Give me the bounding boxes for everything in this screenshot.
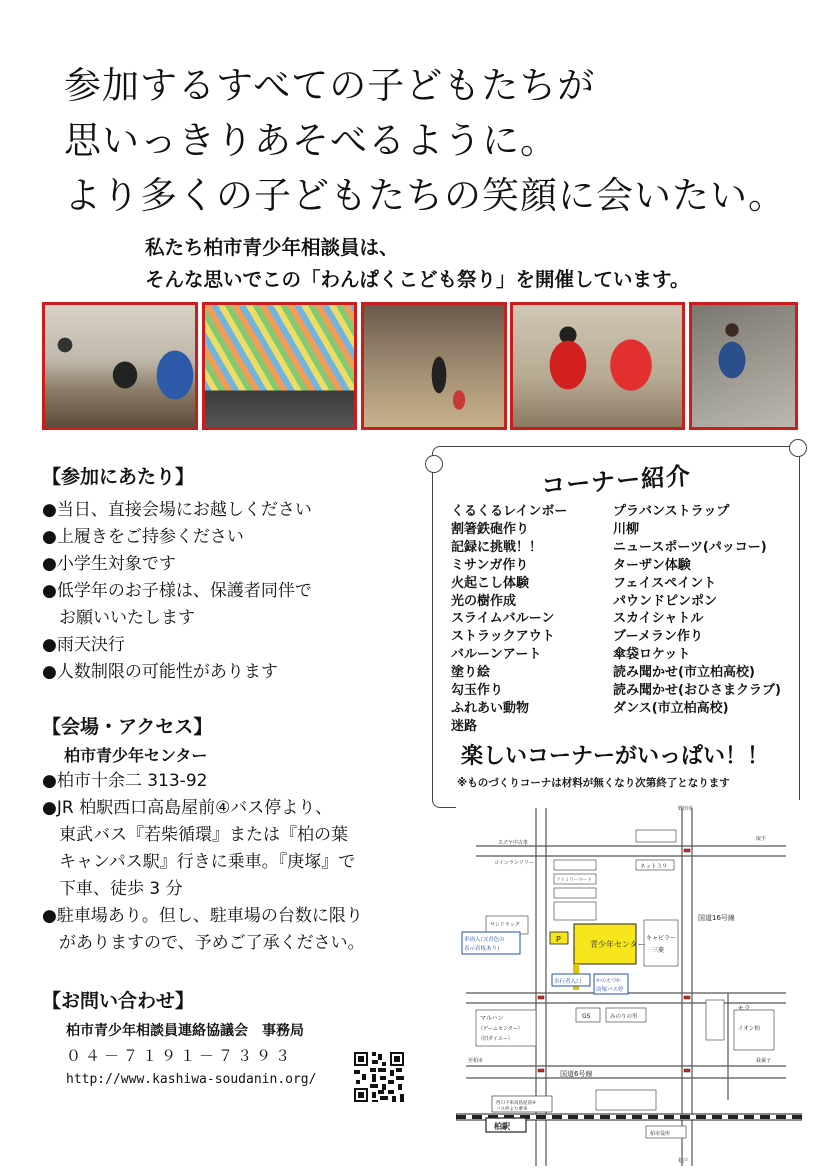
- lead-text: [145, 232, 689, 296]
- scroll-curl-icon: [425, 455, 443, 473]
- access-list: [42, 768, 365, 957]
- list-item: 東武バス『若柴循環』または『柏の葉: [42, 825, 348, 845]
- qr-code-icon: [352, 1050, 406, 1104]
- list-item: 勾玉作り: [451, 683, 504, 699]
- access-map: [456, 800, 802, 1166]
- list-item: キャンパス駅』行きに乗車。『庚塚』で: [42, 852, 356, 872]
- list-item: ●駐車場あり。但し、駐車場の台数に限り: [42, 906, 363, 926]
- map-car-entrance-label: 表示看板あり): [464, 946, 500, 952]
- list-item: ミサンガ作り: [451, 557, 529, 573]
- access-title: 【会場・アクセス】: [42, 716, 213, 738]
- list-item: お願いいたします: [42, 608, 195, 628]
- participation-list: [42, 497, 312, 686]
- list-item: バルーンアート: [451, 647, 542, 663]
- map-sundrug-label: サンドラッグ: [490, 922, 520, 928]
- map-direction-label: 取手: [756, 836, 767, 842]
- map-bus-stop-label: 庚塚バス停: [596, 987, 624, 993]
- headline-line: 思いっきりあそべるように。: [64, 119, 558, 162]
- map-maruhan-label: （旧ダイエー）: [478, 1036, 513, 1042]
- list-item: 割箸鉄砲作り: [451, 521, 530, 537]
- contact-org: 柏市青少年相談員連絡協議会 事務局: [66, 1023, 304, 1039]
- map-direction-label: 至柏市: [468, 1058, 484, 1064]
- corner-title: コーナー紹介: [540, 461, 692, 501]
- list-item: 読み聞かせ(おひさまクラブ): [613, 683, 781, 699]
- corner-list-left: [451, 503, 567, 736]
- venue-name: 柏市青少年センター: [64, 746, 208, 765]
- list-item: 読み聞かせ(市立柏高校): [613, 665, 755, 681]
- map-minori-label: みのりの里: [610, 1014, 638, 1020]
- map-bus-note-label: バス停より乗車: [496, 1107, 528, 1112]
- list-item: スライムバルーン: [451, 611, 555, 627]
- map-direction-label: 松戸: [678, 1158, 689, 1164]
- map-parking-label: P: [556, 935, 561, 944]
- map-venue-label: 青少年センター: [590, 940, 646, 949]
- list-item: ●当日、直接会場にお越しください: [42, 500, 312, 520]
- corner-intro-panel: [432, 446, 800, 808]
- corner-list-right: [613, 503, 781, 718]
- map-bus-note-label: 西口下車高島屋前④: [496, 1101, 537, 1106]
- list-item: パウンドピンポン: [613, 593, 718, 609]
- craft-table-photo: [42, 302, 198, 430]
- list-item: ターザン体験: [613, 557, 691, 573]
- list-item: ●低学年のお子様は、保護者同伴で: [42, 581, 312, 601]
- map-sanbo-label: 三菱: [652, 947, 665, 954]
- list-item: ストラックアウト: [451, 629, 555, 645]
- list-item: 火起こし体験: [451, 575, 530, 591]
- scroll-curl-icon: [789, 439, 807, 457]
- map-maruhan-label: マルハン: [480, 1015, 504, 1022]
- map-netto-label: ネット３９: [640, 864, 668, 870]
- map-bus-stop-label: かのえづか: [596, 978, 621, 984]
- list-item: ●雨天決行: [42, 635, 125, 655]
- experiment-photo: [689, 302, 798, 430]
- map-route6-label: 国道6号線: [560, 1070, 593, 1078]
- headline-line: 参加するすべての子どもたちが: [64, 64, 596, 107]
- list-item: ●柏市十余二 313-92: [42, 771, 208, 791]
- map-suzuya-label: スズヤ中古車: [498, 840, 528, 846]
- map-mora-label: モラ: [738, 1005, 751, 1012]
- map-direction-label: 我孫子: [756, 1058, 772, 1064]
- list-item: ダンス(市立柏高校): [613, 700, 729, 716]
- map-walk-entrance-label: 歩行者入口: [554, 979, 582, 985]
- list-item: 傘袋ロケット: [613, 647, 691, 663]
- map-station-label: 柏駅: [494, 1122, 510, 1131]
- list-item: ●上履きをご持参ください: [42, 527, 244, 547]
- fun-message: 楽しいコーナーがいっぱい！！: [461, 744, 770, 769]
- list-item: くるくるレインボー: [451, 504, 568, 519]
- materials-note: ※ものづくりコーナは材料が無くなり次第終了となります: [457, 777, 730, 789]
- lead-line: 私たち柏市青少年相談員は、: [145, 236, 399, 259]
- map-route16-label: 国道16号線: [698, 914, 735, 922]
- headline-line: より多くの子どもたちの笑顔に会いたい。: [64, 174, 786, 217]
- map-car-entrance-label: 車両入口(青色の: [464, 937, 505, 943]
- gym-activity-photo: [361, 302, 507, 430]
- list-item: 川柳: [613, 521, 640, 537]
- list-item: ふれあい動物: [451, 700, 530, 716]
- list-item: フェイスペイント: [613, 575, 717, 591]
- headline: [64, 58, 786, 223]
- list-item: がありますので、予めご了承ください。: [42, 933, 365, 953]
- paint-wall-photo: [202, 302, 357, 430]
- map-kyabi-label: キャビラー: [646, 935, 677, 942]
- contact-url-link[interactable]: http://www.kashiwa-soudanin.org/: [66, 1072, 317, 1087]
- contact-title: 【お問い合わせ】: [42, 990, 195, 1012]
- list-item: 下車、徒歩 3 分: [42, 879, 183, 899]
- list-item: 迷路: [451, 718, 478, 734]
- list-item: ●人数制限の可能性があります: [42, 662, 278, 682]
- list-item: 塗り絵: [451, 665, 491, 681]
- list-item: ブーメラン作り: [613, 629, 703, 645]
- contact-phone: ０４－７１９１－７３９３: [66, 1047, 295, 1065]
- list-item: ●JR 柏駅西口高島屋前④バス停より、: [42, 798, 333, 818]
- map-aeon-label: イオン柏: [738, 1026, 760, 1032]
- map-city-office-label: 柏市役所: [650, 1131, 671, 1137]
- list-item: 記録に挑戦！！: [451, 539, 543, 555]
- map-coin-label: コインランドリー: [494, 860, 534, 866]
- list-item: 光の樹作成: [451, 593, 517, 609]
- mascot-photo: [510, 302, 685, 430]
- map-direction-label: 野田市: [678, 806, 694, 812]
- lead-line: そんな思いでこの「わんぱくこども祭り」を開催しています。: [145, 268, 690, 291]
- list-item: プラバンストラップ: [613, 504, 730, 519]
- map-maruhan-label: （ゲームセンター）: [478, 1026, 523, 1032]
- map-family-label: ファミリーマート: [556, 878, 592, 883]
- list-item: スカイシャトル: [613, 611, 704, 627]
- map-gs-label: GS: [582, 1013, 591, 1020]
- list-item: ニュースポーツ(パッコー): [613, 539, 767, 555]
- participation-title: 【参加にあたり】: [42, 466, 195, 488]
- list-item: ●小学生対象です: [42, 554, 176, 574]
